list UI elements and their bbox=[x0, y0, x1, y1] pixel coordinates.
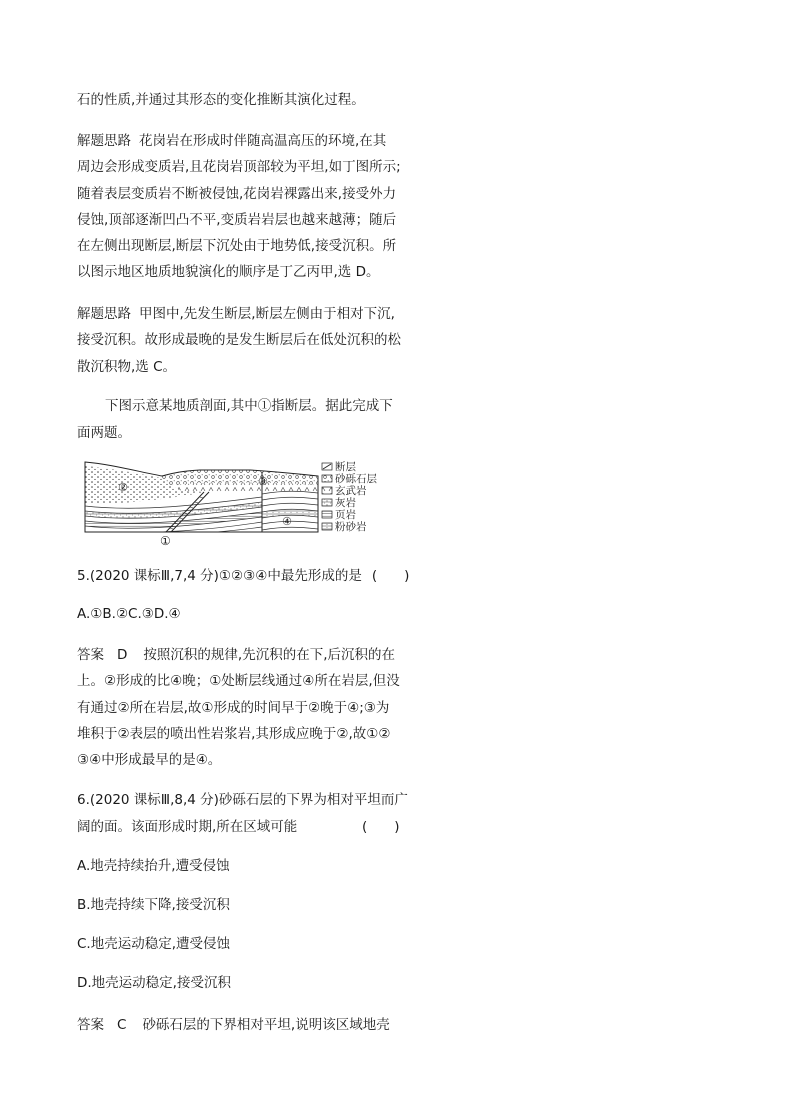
option-text: B.地壳持续下降,接受沉积 bbox=[77, 897, 230, 913]
option-b bbox=[77, 892, 230, 918]
basalt-layer-region bbox=[170, 483, 318, 492]
option-text: C.地壳运动稳定,遭受侵蚀 bbox=[77, 936, 231, 952]
text-fragment: 甲图中,先发生断层,断层左侧由于相对下沉, bbox=[139, 306, 395, 322]
answer-5 bbox=[77, 642, 400, 773]
legend-item-fault bbox=[322, 460, 356, 473]
option-text: A.地壳持续抬升,遭受侵蚀 bbox=[77, 858, 230, 874]
solution-paragraph-1 bbox=[77, 128, 401, 286]
question-text-line-2 bbox=[77, 814, 408, 841]
question-stem bbox=[77, 563, 409, 589]
legend-item-gravel bbox=[322, 472, 377, 485]
text-fragment: 按照沉积的规律,先沉积的在下,后沉积的在 bbox=[143, 647, 395, 663]
legend-label: 砂砾石层 bbox=[335, 473, 377, 485]
answer-label: 答案 bbox=[77, 1017, 104, 1033]
answer-bracket: ( ) bbox=[362, 819, 400, 835]
option-c bbox=[77, 931, 230, 957]
text-line bbox=[77, 301, 401, 327]
question-text: 6.(2020 课标Ⅲ,8,4 分)砂砾石层的下界为相对平坦而广 bbox=[77, 792, 408, 808]
legend-label: 玄武岩 bbox=[335, 485, 367, 497]
answer-bracket: ( ) bbox=[371, 568, 410, 584]
answer-letter: D bbox=[117, 647, 128, 663]
legend bbox=[322, 460, 377, 533]
legend-label: 灰岩 bbox=[335, 497, 356, 509]
option-text: D.地壳运动稳定,接受沉积 bbox=[77, 975, 231, 991]
text-line: 随着表层变质岩不断被侵蚀,花岗岩裸露出来,接受外力 bbox=[77, 185, 397, 202]
text-line: 面两题。 bbox=[77, 425, 131, 441]
option-a bbox=[77, 853, 230, 879]
text-line: 堆积于②表层的喷出性岩浆岩,其形成应晚于②,故①② bbox=[77, 725, 391, 742]
legend-item-limestone bbox=[322, 496, 356, 509]
text-line: 石的性质,并通过其形态的变化推断其演化过程。 bbox=[77, 92, 365, 108]
text-line: 以图示地区地质地貌演化的顺序是丁乙丙甲,选 D。 bbox=[77, 264, 380, 281]
text-fragment: 砂砾石层的下界相对平坦,说明该区域地壳 bbox=[142, 1017, 390, 1033]
answer-label: 答案 bbox=[77, 647, 104, 663]
text-line: 周边会形成变质岩,且花岗岩顶部较为平坦,如丁图所示; bbox=[77, 159, 401, 176]
text-line: 散沉积物,选 C。 bbox=[77, 358, 177, 375]
text-line bbox=[77, 642, 400, 668]
legend-label: 断层 bbox=[335, 461, 356, 473]
text-line: 上。②形成的比④晚；①处断层线通过④所在岩层,但没 bbox=[77, 673, 400, 690]
continuation-paragraph bbox=[77, 87, 365, 113]
answer-6 bbox=[77, 1012, 390, 1038]
legend-item-shale bbox=[322, 508, 356, 521]
legend-label: 粉砂岩 bbox=[335, 521, 367, 533]
label-layer-4: ④ bbox=[282, 515, 292, 528]
label-fault: ① bbox=[160, 534, 171, 548]
question-5 bbox=[77, 563, 409, 589]
legend-item-siltstone bbox=[322, 520, 367, 533]
label-layer-3: ③ bbox=[258, 475, 268, 488]
text-line: 在左侧出现断层,断层下沉处由于地势低,接受沉积。所 bbox=[77, 238, 397, 255]
label-layer-2: ② bbox=[118, 481, 128, 494]
question-text: 5.(2020 课标Ⅲ,7,4 分)①②③④中最先形成的是 bbox=[77, 568, 362, 584]
text-line: 有通过②所在岩层,故①形成的时间早于②晚于④;③为 bbox=[77, 699, 390, 716]
question-5-options bbox=[77, 601, 181, 627]
legend-item-basalt bbox=[322, 484, 367, 497]
text-fragment: 花岗岩在形成时伴随高温高压的环境,在其 bbox=[139, 133, 387, 149]
solution-label: 解题思路 bbox=[77, 133, 131, 149]
geologic-section-figure bbox=[80, 455, 400, 550]
answer-letter: C bbox=[117, 1017, 127, 1033]
solution-paragraph-2 bbox=[77, 301, 401, 380]
text-line: 接受沉积。故形成最晚的是发生断层后在低处沉积的松 bbox=[77, 332, 401, 349]
text-line bbox=[77, 1012, 390, 1038]
question-6 bbox=[77, 787, 408, 841]
options-line: A.①B.②C.③D.④ bbox=[77, 606, 181, 622]
question-intro bbox=[77, 393, 393, 447]
text-line: 侵蚀,顶部逐渐凹凸不平,变质岩岩层也越来越薄；随后 bbox=[77, 211, 397, 228]
text-line bbox=[77, 128, 401, 154]
option-d bbox=[77, 970, 231, 996]
text-line: ③④中形成最早的是④。 bbox=[77, 752, 222, 769]
solution-label: 解题思路 bbox=[77, 306, 131, 322]
text-line: 下图示意某地质剖面,其中①指断层。据此完成下 bbox=[105, 398, 393, 414]
legend-label: 页岩 bbox=[335, 509, 356, 521]
question-text: 阔的面。该面形成时期,所在区域可能 bbox=[77, 819, 298, 835]
